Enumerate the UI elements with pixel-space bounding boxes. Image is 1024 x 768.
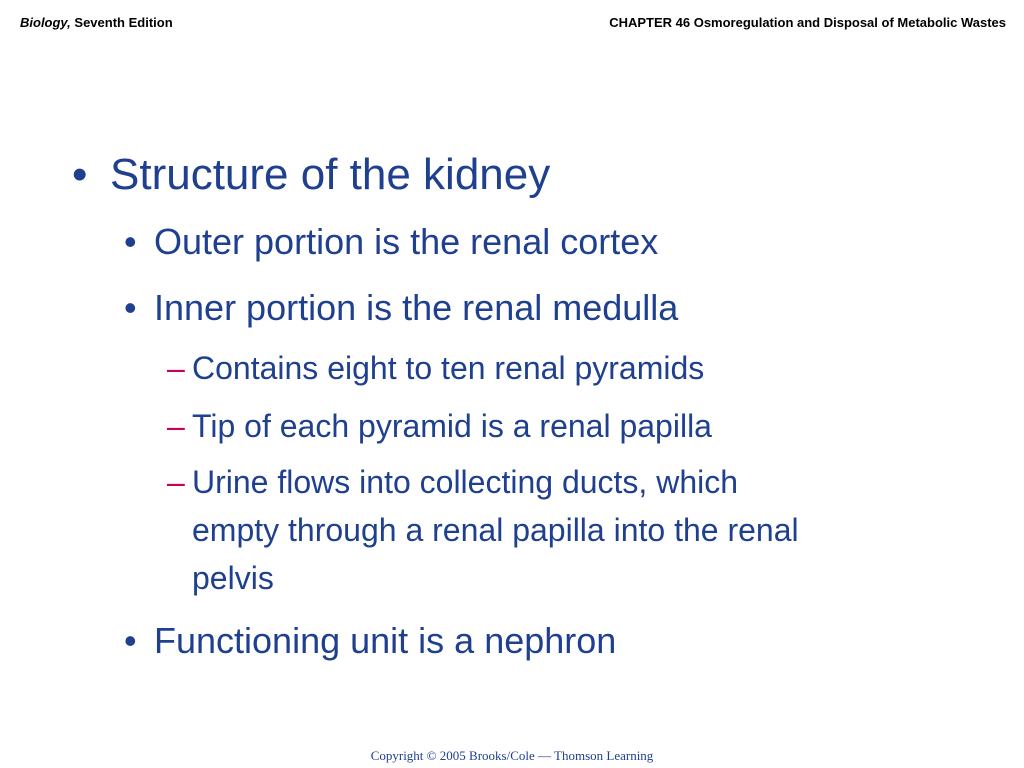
- sub-item-text: Tip of each pyramid is a renal papilla: [192, 408, 712, 444]
- sub-item-pyramids: [167, 350, 704, 387]
- bullet-item-structure: [72, 150, 550, 200]
- footer-copyright: Copyright © 2005 Brooks/Cole — Thomson Learning: [370, 748, 654, 763]
- header-chapter: CHAPTER 46 Osmoregulation and Disposal of Metabolic Wastes: [609, 15, 1006, 30]
- sub-item-text: Contains eight to ten renal pyramids: [192, 350, 705, 386]
- bullet-item-nephron: [124, 620, 616, 662]
- bullet-text: Outer portion is the renal cortex: [154, 221, 659, 262]
- sub-item-urine-line1: [167, 464, 738, 501]
- bullet-icon: •: [72, 150, 88, 199]
- sub-item-papilla: [167, 408, 712, 445]
- bullet-text: Structure of the kidney: [110, 150, 551, 199]
- bullet-text: Functioning unit is a nephron: [154, 620, 617, 661]
- book-title: Biology,: [20, 15, 71, 30]
- dash-icon: –: [167, 464, 185, 500]
- sub-item-text: Urine flows into collecting ducts, which: [192, 464, 739, 500]
- bullet-icon: •: [124, 221, 137, 262]
- book-edition: Seventh Edition: [70, 15, 173, 30]
- sub-item-urine-line2: empty through a renal papilla into the renal: [192, 512, 799, 548]
- sub-item-urine-line3: pelvis: [192, 560, 274, 596]
- bullet-text: Inner portion is the renal medulla: [154, 287, 679, 328]
- bullet-item-medulla: [124, 287, 678, 329]
- dash-icon: –: [167, 350, 185, 386]
- bullet-item-cortex: [124, 221, 658, 263]
- bullet-icon: •: [124, 620, 137, 661]
- dash-icon: –: [167, 408, 185, 444]
- bullet-icon: •: [124, 287, 137, 328]
- header-book-info: [20, 15, 173, 30]
